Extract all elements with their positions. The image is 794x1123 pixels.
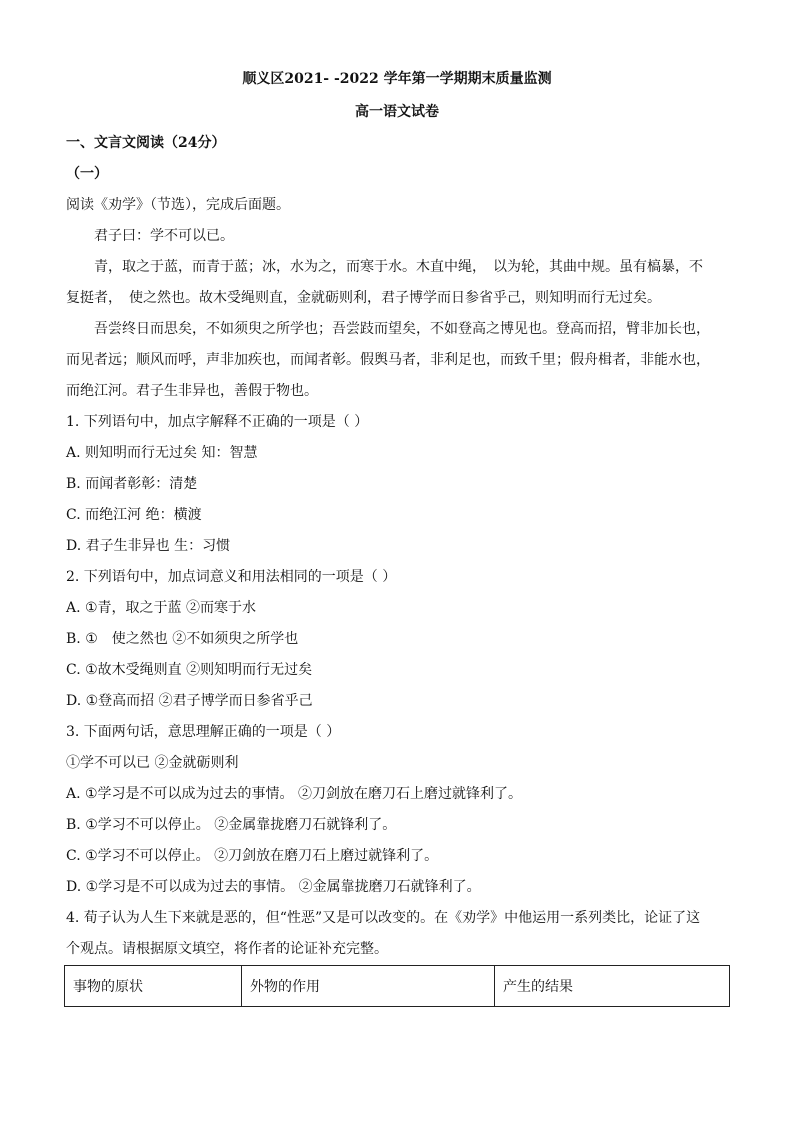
question-option: A. ①青，取之于蓝 ②而寒于水	[66, 600, 257, 616]
question-stem-continued: 个观点。请根据原文填空，将作者的论证补充完整。	[66, 941, 388, 957]
question-option: A. 则知明而行无过矣 知：智慧	[66, 445, 258, 461]
reading-instruction: 阅读《劝学》（节选），完成后面题。	[66, 197, 290, 213]
passage-line: 青，取之于蓝，而青于蓝；冰，水为之，而寒于水。木直中绳， 以为轮，其曲中规。虽有槁暴，不	[94, 259, 703, 275]
question-option: C. ①学习不可以停止。 ②刀剑放在磨刀石上磨过就锋利了。	[66, 848, 439, 864]
exam-subtitle: 高一语文试卷	[355, 104, 439, 120]
question-option: C. 而绝江河 绝：横渡	[66, 507, 202, 523]
table-row	[65, 966, 730, 1007]
passage-line: 吾尝终日而思矣，不如须臾之所学也；吾尝跂而望矣，不如登高之博见也。登高而招，臂非加长也，	[94, 321, 710, 337]
section-heading: 一、文言文阅读（24分）	[66, 135, 226, 151]
table-header-cell: 事物的原状	[65, 966, 242, 1007]
part-heading: （一）	[66, 166, 108, 182]
passage-line: 而绝江河。君子生非异也，善假于物也。	[66, 383, 318, 399]
question-stem: 3. 下面两句话，意思理解正确的一项是（ ）	[66, 724, 341, 740]
question-option: A. ①学习是不可以成为过去的事情。 ②刀剑放在磨刀石上磨过就锋利了。	[66, 786, 523, 802]
exam-title: 顺义区2021- -2022 学年第一学期期末质量监测	[242, 71, 552, 87]
question-option: D. ①登高而招 ②君子博学而日参省乎己	[66, 693, 313, 709]
passage-line: 而见者远；顺风而呼，声非加疾也，而闻者彰。假舆马者，非利足也，而致千里；假舟楫者，非能水也，	[66, 352, 710, 368]
question-stem: 4. 荀子认为人生下来就是恶的，但“性恶”又是可以改变的。在《劝学》中他运用一系列类比，论证了这	[66, 910, 701, 926]
question-option: B. ① 使之然也 ②不如须臾之所学也	[66, 631, 299, 647]
passage-line: 复挺者， 使之然也。故木受绳则直，金就砺则利，君子博学而日参省乎己，则知明而行无过矣。	[66, 290, 661, 306]
table-header-cell: 外物的作用	[242, 966, 495, 1007]
question-stem: 1. 下列语句中，加点字解释不正确的一项是（ ）	[66, 414, 369, 430]
answer-table	[64, 965, 730, 1007]
table-header-cell: 产生的结果	[495, 966, 730, 1007]
question-stem: 2. 下列语句中，加点词意义和用法相同的一项是（ ）	[66, 569, 397, 585]
question-option: C. ①故木受绳则直 ②则知明而行无过矣	[66, 662, 313, 678]
question-option: D. ①学习是不可以成为过去的事情。 ②金属靠拢磨刀石就锋利了。	[66, 879, 481, 895]
question-sentences: ①学不可以已 ②金就砺则利	[66, 755, 239, 771]
question-option: B. ①学习不可以停止。 ②金属靠拢磨刀石就锋利了。	[66, 817, 397, 833]
question-option: D. 君子生非异也 生：习惯	[66, 538, 231, 554]
question-option: B. 而闻者彰彰：清楚	[66, 476, 198, 492]
passage-line: 君子曰：学不可以已。	[94, 228, 234, 244]
